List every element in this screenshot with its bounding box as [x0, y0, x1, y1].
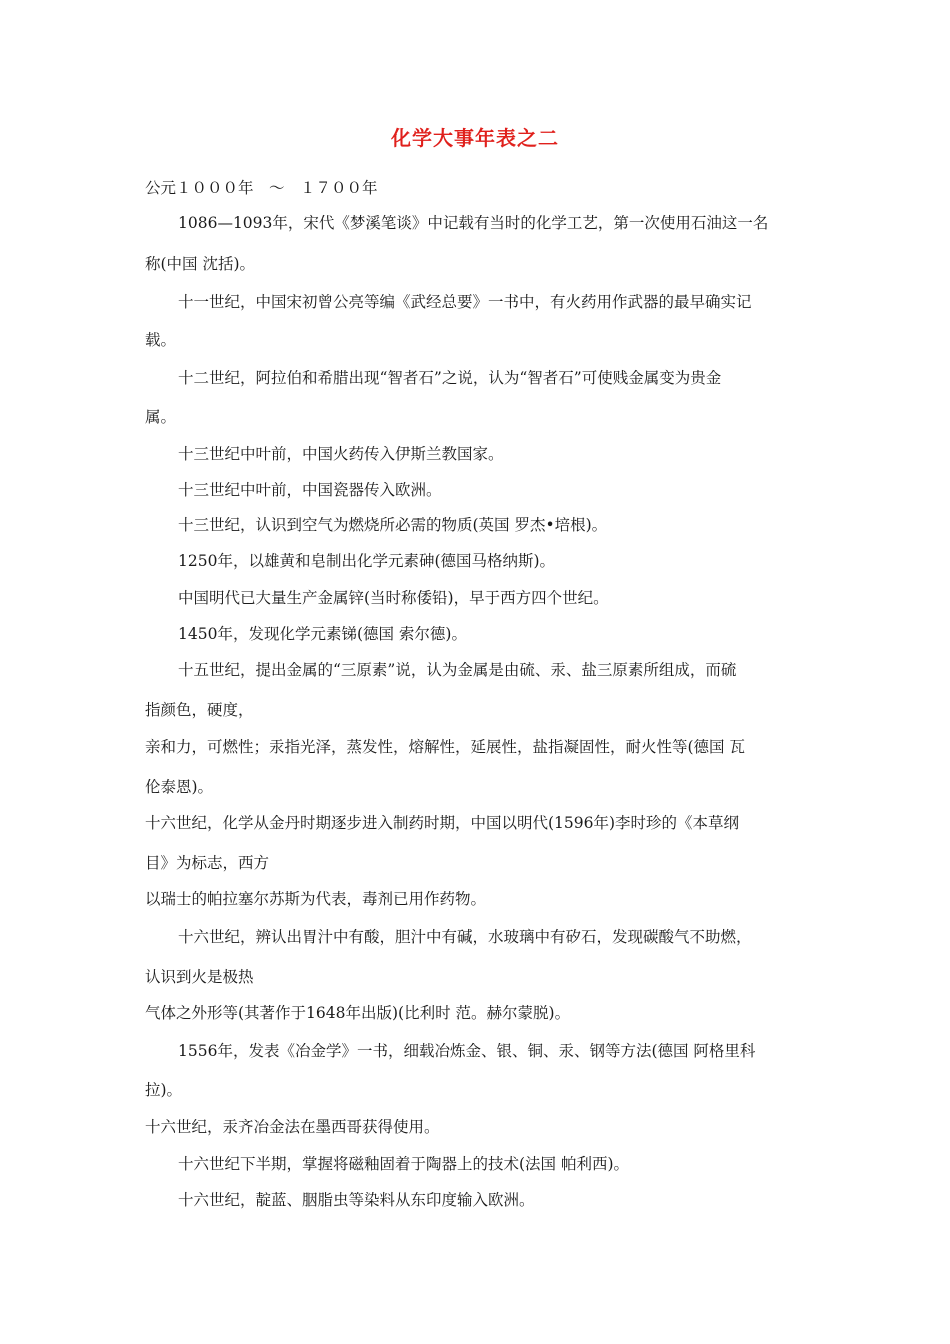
text-line: 1250年，以雄黄和皂制出化学元素砷(德国马格纳斯)。 — [178, 552, 556, 570]
text-line: 十五世纪，提出金属的“三原素”说，认为金属是由硫、汞、盐三原素所组成，而硫 — [178, 661, 737, 679]
text-line: 十三世纪中叶前，中国瓷器传入欧洲。 — [178, 481, 442, 499]
text-line: 称(中国 沈括)。 — [145, 255, 256, 273]
text-line: 十六世纪，化学从金丹时期逐步进入制药时期，中国以明代(1596年)李时珍的《本草纲 — [145, 814, 740, 832]
text-line: 十三世纪中叶前，中国火药传入伊斯兰教国家。 — [178, 445, 504, 463]
text-line: 指颜色，硬度， — [145, 701, 254, 719]
text-line: 拉)。 — [145, 1081, 183, 1099]
text-line: 以瑞士的帕拉塞尔苏斯为代表，毒剂已用作药物。 — [145, 890, 487, 908]
text-line: 认识到火是极热 — [145, 968, 254, 986]
text-line: 十六世纪，靛蓝、胭脂虫等染料从东印度输入欧洲。 — [178, 1191, 535, 1209]
text-line: 十六世纪下半期，掌握将磁釉固着于陶器上的技术(法国 帕利西)。 — [178, 1155, 630, 1173]
text-line: 属。 — [145, 408, 177, 426]
text-line: 气体之外形等(其著作于1648年出版)(比利时 范。赫尔蒙脱)。 — [145, 1004, 571, 1022]
text-line: 1450年，发现化学元素锑(德国 索尔德)。 — [178, 625, 467, 643]
text-line: 十六世纪，汞齐冶金法在墨西哥获得使用。 — [145, 1118, 440, 1136]
text-line: 亲和力，可燃性；汞指光泽，蒸发性，熔解性，延展性，盐指凝固性，耐火性等(德国 瓦 — [145, 738, 745, 756]
text-line: 载。 — [145, 331, 177, 349]
text-line: 十三世纪，认识到空气为燃烧所必需的物质(英国 罗杰•培根)。 — [178, 516, 608, 534]
period-heading: 公元１０００年 ～ １７００年 — [145, 179, 378, 197]
text-line: 中国明代已大量生产金属锌(当时称倭铅)，早于西方四个世纪。 — [178, 589, 609, 607]
text-line: 十一世纪，中国宋初曾公亮等编《武经总要》一书中，有火药用作武器的最早确实记 — [178, 293, 752, 311]
text-line: 十二世纪，阿拉伯和希腊出现“智者石”之说，认为“智者石”可使贱金属变为贵金 — [178, 369, 722, 387]
text-line: 1556年，发表《冶金学》一书，细载冶炼金、银、铜、汞、钢等方法(德国 阿格里科 — [178, 1042, 756, 1060]
text-line: 十六世纪，辨认出胃汁中有酸，胆汁中有碱，水玻璃中有矽石，发现碳酸气不助燃， — [178, 928, 752, 946]
text-line: 伦泰恩)。 — [145, 778, 214, 796]
document-title: 化学大事年表之二 — [391, 126, 559, 150]
text-line: 1086—1093年，宋代《梦溪笔谈》中记载有当时的化学工艺，第一次使用石油这一名 — [178, 214, 769, 232]
text-line: 目》为标志，西方 — [145, 854, 270, 872]
